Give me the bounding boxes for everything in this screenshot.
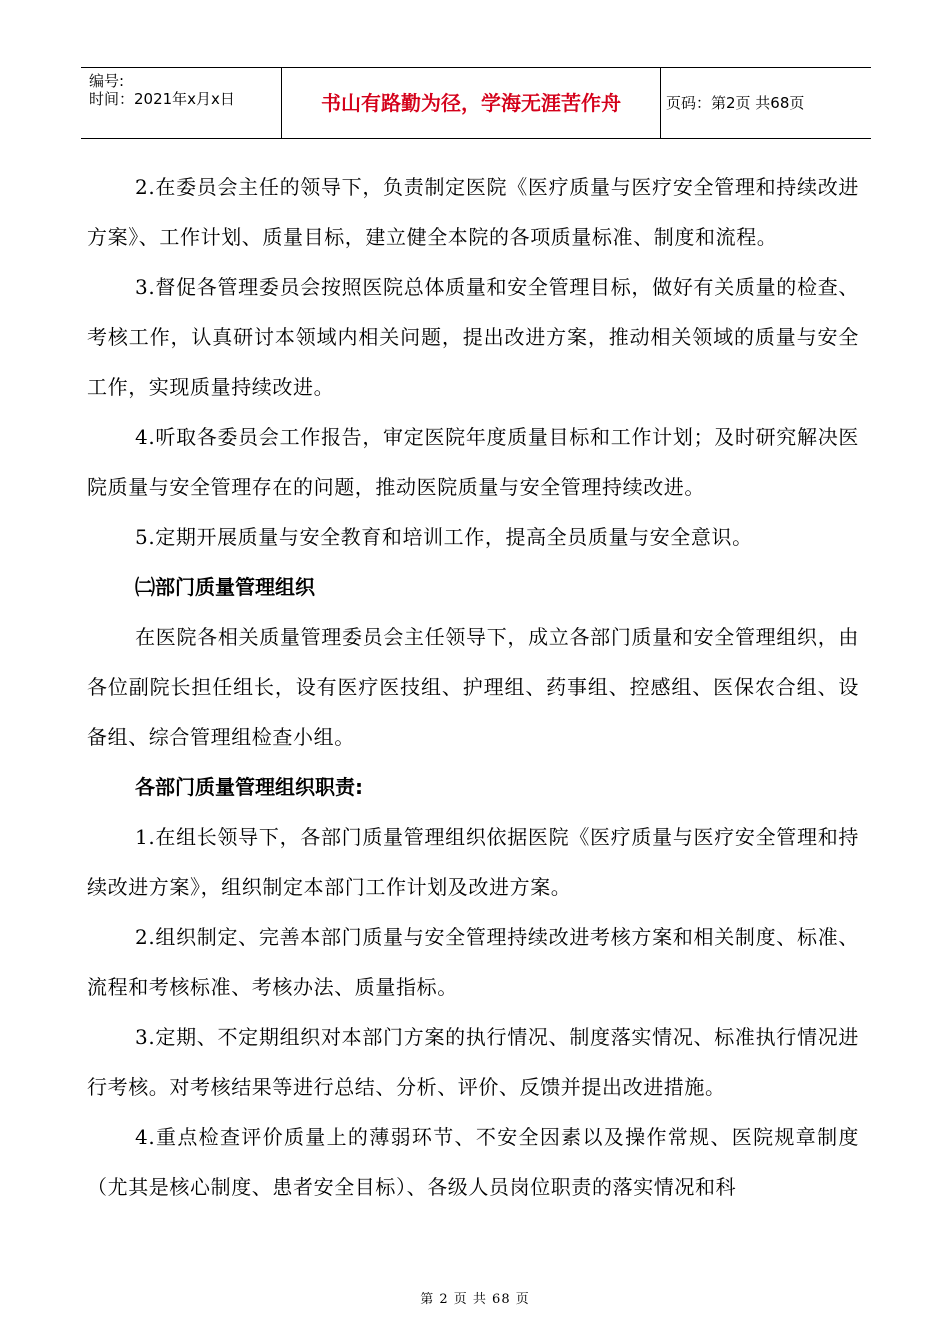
paragraph-text: 2.组织制定、完善本部门质量与安全管理持续改进考核方案和相关制度、标准、流程和考核标准、考核办法、质量指标。 — [87, 925, 859, 999]
body-paragraph — [87, 262, 859, 412]
body-paragraph — [87, 912, 859, 1012]
header-middle-cell — [281, 68, 661, 138]
section-heading — [87, 562, 859, 612]
page-footer: 第 2 页 共 68 页 — [420, 1292, 530, 1307]
document-body — [87, 162, 859, 1212]
body-paragraph — [87, 412, 859, 512]
body-paragraph — [87, 1112, 859, 1212]
paragraph-text: 4.听取各委员会工作报告，审定医院年度质量目标和工作计划；及时研究解决医院质量与安全管理存在的问题，推动医院质量与安全管理持续改进。 — [87, 425, 859, 499]
paragraph-text: 2.在委员会主任的领导下，负责制定医院《医疗质量与医疗安全管理和持续改进方案》、工作计划、质量目标，建立健全本院的各项质量标准、制度和流程。 — [87, 175, 859, 249]
body-paragraph — [87, 512, 859, 562]
paragraph-text: 1.在组长领导下，各部门质量管理组织依据医院《医疗质量与医疗安全管理和持续改进方案》，组织制定本部门工作计划及改进方案。 — [87, 825, 859, 899]
body-paragraph — [87, 1012, 859, 1112]
header-page-info: 页码：第2页 共68页 — [666, 94, 805, 112]
paragraph-text: 3.督促各管理委员会按照医院总体质量和安全管理目标，做好有关质量的检查、考核工作，认真研讨本领域内相关问题，提出改进方案，推动相关领域的质量与安全工作，实现质量持续改进。 — [87, 275, 859, 399]
header-right-cell — [660, 68, 871, 138]
paragraph-text: 各部门质量管理组织职责: — [135, 775, 363, 799]
body-paragraph — [87, 162, 859, 262]
page-header — [81, 67, 871, 139]
paragraph-text: ㈡部门质量管理组织 — [135, 575, 315, 599]
body-paragraph — [87, 612, 859, 762]
paragraph-text: 3.定期、不定期组织对本部门方案的执行情况、制度落实情况、标准执行情况进行考核。对考核结果等进行总结、分析、评价、反馈并提出改进措施。 — [87, 1025, 859, 1099]
body-paragraph — [87, 812, 859, 912]
section-heading — [87, 762, 859, 812]
header-left-cell — [81, 68, 281, 138]
paragraph-text: 5.定期开展质量与安全教育和培训工作，提高全员质量与安全意识。 — [135, 525, 753, 549]
document-date-label: 时间：2021年x月x日 — [89, 90, 235, 108]
paragraph-text: 在医院各相关质量管理委员会主任领导下，成立各部门质量和安全管理组织，由各位副院长担任组长，设有医疗医技组、护理组、药事组、控感组、医保农合组、设备组、综合管理组检查小组。 — [87, 625, 859, 749]
document-number-label: 编号: — [89, 72, 125, 90]
paragraph-text: 4.重点检查评价质量上的薄弱环节、不安全因素以及操作常规、医院规章制度（尤其是核心制度、患者安全目标）、各级人员岗位职责的落实情况和科 — [87, 1125, 859, 1199]
header-motto: 书山有路勤为径，学海无涯苦作舟 — [321, 91, 621, 115]
